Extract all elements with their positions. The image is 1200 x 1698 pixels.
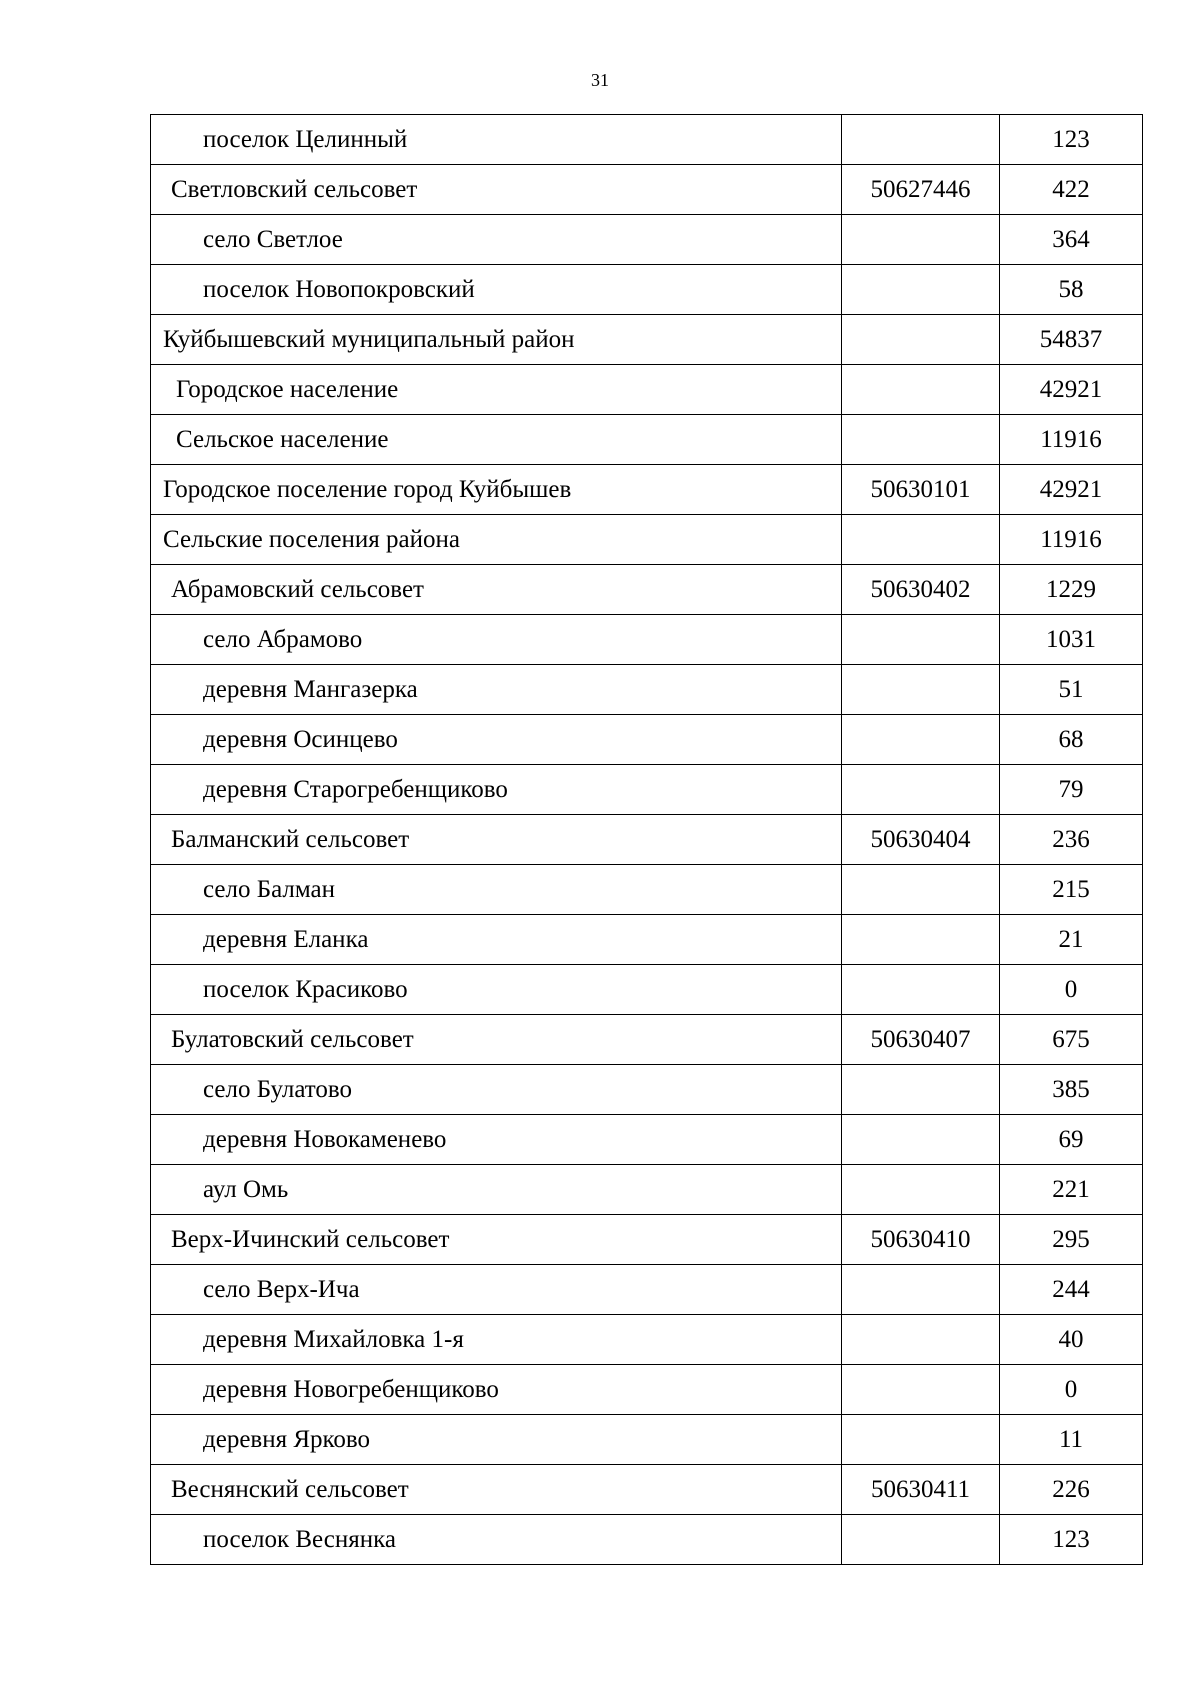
population-cell: 11916 bbox=[1000, 515, 1143, 565]
settlement-name-cell: поселок Веснянка bbox=[151, 1515, 842, 1565]
population-cell: 0 bbox=[1000, 965, 1143, 1015]
table-row bbox=[151, 1165, 1143, 1215]
settlement-name-cell: Светловский сельсовет bbox=[151, 165, 842, 215]
settlement-name-cell: деревня Ярково bbox=[151, 1415, 842, 1465]
table-row bbox=[151, 515, 1143, 565]
settlement-name-cell: поселок Красиково bbox=[151, 965, 842, 1015]
population-cell: 58 bbox=[1000, 265, 1143, 315]
population-cell: 123 bbox=[1000, 115, 1143, 165]
oktmo-code-cell bbox=[842, 1115, 1000, 1165]
oktmo-code-cell bbox=[842, 1515, 1000, 1565]
settlement-name-cell: Городское поселение город Куйбышев bbox=[151, 465, 842, 515]
page-number: 31 bbox=[591, 70, 609, 90]
table-row bbox=[151, 1215, 1143, 1265]
oktmo-code-cell bbox=[842, 115, 1000, 165]
population-cell: 295 bbox=[1000, 1215, 1143, 1265]
settlement-name-cell: село Светлое bbox=[151, 215, 842, 265]
population-cell: 675 bbox=[1000, 1015, 1143, 1065]
settlement-name-cell: село Булатово bbox=[151, 1065, 842, 1115]
settlement-name-cell: деревня Старогребенщиково bbox=[151, 765, 842, 815]
oktmo-code-cell: 50630402 bbox=[842, 565, 1000, 615]
table-row bbox=[151, 465, 1143, 515]
oktmo-code-cell: 50630407 bbox=[842, 1015, 1000, 1065]
settlement-name-cell: деревня Михайловка 1-я bbox=[151, 1315, 842, 1365]
oktmo-code-cell bbox=[842, 1265, 1000, 1315]
population-cell: 1229 bbox=[1000, 565, 1143, 615]
oktmo-code-cell bbox=[842, 615, 1000, 665]
table-row bbox=[151, 1465, 1143, 1515]
table-body bbox=[151, 115, 1143, 1565]
settlement-name-cell: Куйбышевский муниципальный район bbox=[151, 315, 842, 365]
table-row bbox=[151, 1515, 1143, 1565]
population-cell: 244 bbox=[1000, 1265, 1143, 1315]
oktmo-code-cell bbox=[842, 1065, 1000, 1115]
oktmo-code-cell bbox=[842, 265, 1000, 315]
table-row bbox=[151, 765, 1143, 815]
oktmo-code-cell bbox=[842, 215, 1000, 265]
table-row bbox=[151, 215, 1143, 265]
oktmo-code-cell: 50630404 bbox=[842, 815, 1000, 865]
table-row bbox=[151, 665, 1143, 715]
table-row bbox=[151, 365, 1143, 415]
settlement-name-cell: деревня Новокаменево bbox=[151, 1115, 842, 1165]
population-cell: 123 bbox=[1000, 1515, 1143, 1565]
settlement-name-cell: Верх-Ичинский сельсовет bbox=[151, 1215, 842, 1265]
table-row bbox=[151, 1115, 1143, 1165]
settlement-name-cell: деревня Осинцево bbox=[151, 715, 842, 765]
oktmo-code-cell bbox=[842, 1365, 1000, 1415]
settlement-name-cell: село Абрамово bbox=[151, 615, 842, 665]
population-cell: 385 bbox=[1000, 1065, 1143, 1115]
population-cell: 42921 bbox=[1000, 465, 1143, 515]
settlement-name-cell: Сельское население bbox=[151, 415, 842, 465]
population-cell: 11 bbox=[1000, 1415, 1143, 1465]
table-row bbox=[151, 565, 1143, 615]
table-row bbox=[151, 715, 1143, 765]
table-row bbox=[151, 315, 1143, 365]
table-row bbox=[151, 1065, 1143, 1115]
oktmo-code-cell bbox=[842, 915, 1000, 965]
table-row bbox=[151, 815, 1143, 865]
settlement-name-cell: Городское население bbox=[151, 365, 842, 415]
oktmo-code-cell bbox=[842, 965, 1000, 1015]
table-row bbox=[151, 615, 1143, 665]
table-row bbox=[151, 865, 1143, 915]
oktmo-code-cell bbox=[842, 765, 1000, 815]
population-cell: 69 bbox=[1000, 1115, 1143, 1165]
table-row bbox=[151, 115, 1143, 165]
population-table bbox=[150, 114, 1143, 1565]
oktmo-code-cell bbox=[842, 415, 1000, 465]
population-cell: 1031 bbox=[1000, 615, 1143, 665]
table-row bbox=[151, 265, 1143, 315]
population-cell: 54837 bbox=[1000, 315, 1143, 365]
table-row bbox=[151, 1365, 1143, 1415]
settlement-name-cell: Сельские поселения района bbox=[151, 515, 842, 565]
table-row bbox=[151, 1015, 1143, 1065]
settlement-name-cell: село Верх-Ича bbox=[151, 1265, 842, 1315]
settlement-name-cell: деревня Мангазерка bbox=[151, 665, 842, 715]
population-cell: 11916 bbox=[1000, 415, 1143, 465]
table-row bbox=[151, 1315, 1143, 1365]
population-cell: 42921 bbox=[1000, 365, 1143, 415]
table-row bbox=[151, 1265, 1143, 1315]
settlement-name-cell: поселок Новопокровский bbox=[151, 265, 842, 315]
oktmo-code-cell: 50627446 bbox=[842, 165, 1000, 215]
oktmo-code-cell: 50630410 bbox=[842, 1215, 1000, 1265]
settlement-name-cell: деревня Новогребенщиково bbox=[151, 1365, 842, 1415]
population-cell: 236 bbox=[1000, 815, 1143, 865]
table-row bbox=[151, 165, 1143, 215]
population-cell: 51 bbox=[1000, 665, 1143, 715]
oktmo-code-cell bbox=[842, 315, 1000, 365]
oktmo-code-cell bbox=[842, 515, 1000, 565]
settlement-name-cell: село Балман bbox=[151, 865, 842, 915]
population-cell: 79 bbox=[1000, 765, 1143, 815]
population-cell: 226 bbox=[1000, 1465, 1143, 1515]
settlement-name-cell: деревня Еланка bbox=[151, 915, 842, 965]
population-cell: 364 bbox=[1000, 215, 1143, 265]
table-row bbox=[151, 915, 1143, 965]
oktmo-code-cell bbox=[842, 665, 1000, 715]
oktmo-code-cell bbox=[842, 1415, 1000, 1465]
settlement-name-cell: Абрамовский сельсовет bbox=[151, 565, 842, 615]
population-cell: 40 bbox=[1000, 1315, 1143, 1365]
table-row bbox=[151, 415, 1143, 465]
table-row bbox=[151, 965, 1143, 1015]
population-cell: 68 bbox=[1000, 715, 1143, 765]
table-row bbox=[151, 1415, 1143, 1465]
population-cell: 21 bbox=[1000, 915, 1143, 965]
oktmo-code-cell: 50630101 bbox=[842, 465, 1000, 515]
settlement-name-cell: поселок Целинный bbox=[151, 115, 842, 165]
population-cell: 0 bbox=[1000, 1365, 1143, 1415]
settlement-name-cell: аул Омь bbox=[151, 1165, 842, 1215]
settlement-name-cell: Булатовский сельсовет bbox=[151, 1015, 842, 1065]
population-cell: 215 bbox=[1000, 865, 1143, 915]
oktmo-code-cell bbox=[842, 1165, 1000, 1215]
oktmo-code-cell bbox=[842, 1315, 1000, 1365]
population-cell: 221 bbox=[1000, 1165, 1143, 1215]
oktmo-code-cell: 50630411 bbox=[842, 1465, 1000, 1515]
oktmo-code-cell bbox=[842, 715, 1000, 765]
settlement-name-cell: Балманский сельсовет bbox=[151, 815, 842, 865]
oktmo-code-cell bbox=[842, 365, 1000, 415]
settlement-name-cell: Веснянский сельсовет bbox=[151, 1465, 842, 1515]
oktmo-code-cell bbox=[842, 865, 1000, 915]
population-cell: 422 bbox=[1000, 165, 1143, 215]
